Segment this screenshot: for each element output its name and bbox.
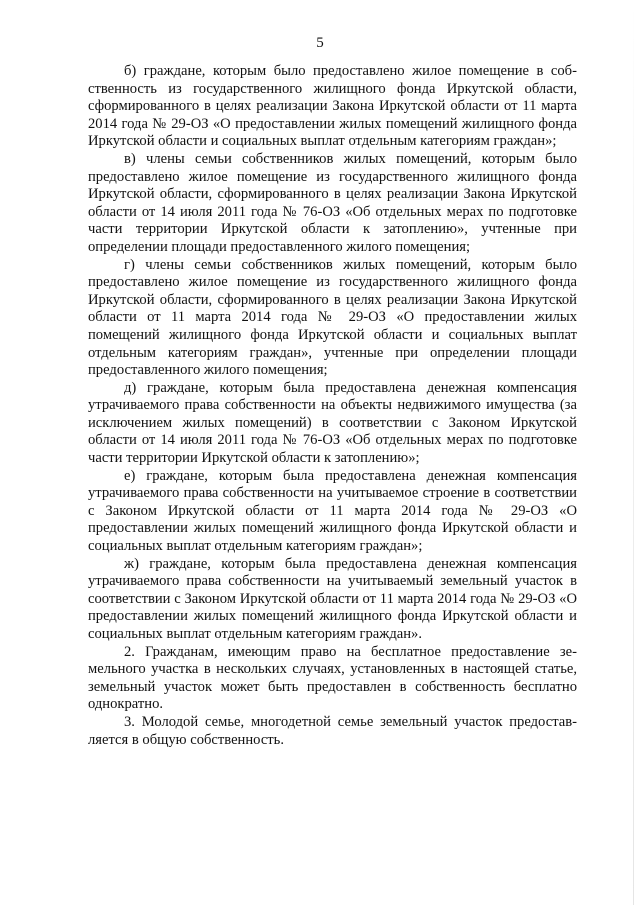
paragraph-g: г) члены семьи собственников жилых помещений, которым было предоставлено жилое помещение из государственного жилищного фонда Иркутской области, сформированного в целях реализации Закона Иркутской области от 11 марта 2014 года № 29-ОЗ «О предоставлении жилых помещений жилищного фонда Иркутской области и социальных выплат отдельным категориям граждан», учтенные при определении площади предоставленного жилого помещения; (88, 256, 577, 379)
paragraph-3: 3. Молодой семье, многодетной семье земельный участок предоставляется в общую собственность. (88, 713, 577, 748)
paragraph-b: б) граждане, которым было предоставлено жилое помещение в собственность из государственного жилищного фонда Иркутской области, сформированного в целях реализации Закона Иркутской области от 11 марта 2014 года № 29-ОЗ «О предоставлении жилых помещений жилищного фонда Иркутской области и социальных выплат отдельным категориям граждан»; (88, 63, 577, 150)
document-body (88, 63, 577, 749)
paragraph-2: 2. Гражданам, имеющим право на бесплатное предоставление земельного участка в нескольких случаях, установленных в настоящей статье, земельный участок может быть предоставлен в собственность бесплатно однократно. (88, 643, 577, 713)
page-number: 5 (316, 35, 324, 51)
paragraph-v: в) члены семьи собственников жилых помещений, которым было предоставлено жилое помещение из государственного жилищного фонда Иркутской области, сформированного в целях реализации Закона Иркутской области от 14 июля 2011 года № 76-ОЗ «Об отдельных мерах по подготовке части территории Иркутской области к затоплению», учтенные при определении площади предоставленного жилого помещения; (88, 150, 577, 255)
paragraph-zh: ж) граждане, которым была предоставлена денежная компенсация утрачиваемого права собственности на учитываемый земельный участок в соответствии с Законом Иркутской области от 11 марта 2014 года № 29-ОЗ «О предоставлении жилых помещений жилищного фонда Иркутской области и социальных выплат отдельным категориям граждан». (88, 555, 577, 642)
paragraph-e: е) граждане, которым была предоставлена денежная компенсация утрачиваемого права собственности на учитываемое строение в соответствии с Законом Иркутской области от 11 марта 2014 года № 29-ОЗ «О предоставлении жилых помещений жилищного фонда Иркутской области и социальных выплат отдельным категориям граждан»; (88, 467, 577, 555)
scan-edge-shadow (633, 0, 634, 905)
paragraph-d: д) граждане, которым была предоставлена денежная компенсация утрачиваемого права собственности на объекты недвижимого имущества (за исключением жилых помещений) в соответствии с Законом Иркутской области от 14 июля 2011 года № 76-ОЗ «Об отдельных мерах по подготовке части территории Иркутской области к затоплению»; (88, 379, 577, 467)
